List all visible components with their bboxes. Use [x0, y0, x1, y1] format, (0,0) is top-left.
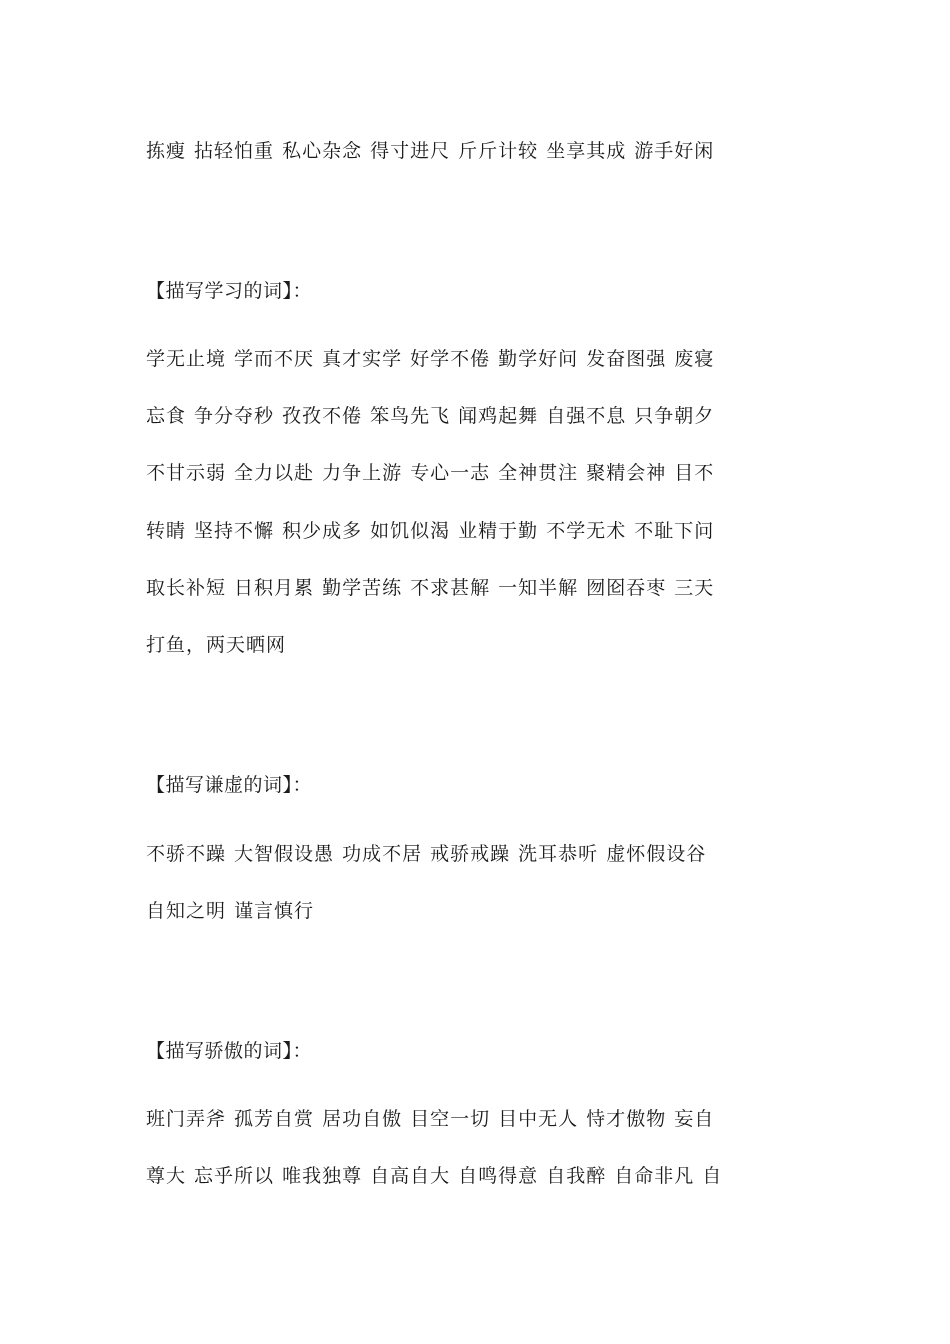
- intro-line: 拣瘦 拈轻怕重 私心杂念 得寸进尺 斤斤计较 坐享其成 游手好闲: [146, 140, 715, 162]
- study-line-2: 忘食 争分夺秒 孜孜不倦 笨鸟先飞 闻鸡起舞 自强不息 只争朝夕: [146, 405, 715, 427]
- modesty-line-2: 自知之明 谨言慎行: [146, 900, 315, 922]
- study-line-4: 转睛 坚持不懈 积少成多 如饥似渴 业精于勤 不学无术 不耻下问: [146, 520, 715, 542]
- arrogance-line-2: 尊大 忘乎所以 唯我独尊 自高自大 自鸣得意 自我醉 自命非凡 自: [146, 1165, 723, 1187]
- section-heading-arrogance: 【描写骄傲的词】：: [146, 1040, 313, 1062]
- study-line-6: 打鱼，两天晒网: [146, 634, 287, 656]
- modesty-line-1: 不骄不躁 大智假设愚 功成不居 戒骄戒躁 洗耳恭听 虚怀假设谷: [146, 843, 707, 865]
- section-heading-study: 【描写学习的词】：: [146, 280, 313, 302]
- section-heading-modesty: 【描写谦虚的词】：: [146, 774, 313, 796]
- study-line-5: 取长补短 日积月累 勤学苦练 不求甚解 一知半解 囫囵吞枣 三天: [146, 577, 715, 599]
- arrogance-line-1: 班门弄斧 孤芳自赏 居功自傲 目空一切 目中无人 恃才傲物 妄自: [146, 1108, 715, 1130]
- study-line-1: 学无止境 学而不厌 真才实学 好学不倦 勤学好问 发奋图强 废寝: [146, 348, 715, 370]
- study-line-3: 不甘示弱 全力以赴 力争上游 专心一志 全神贯注 聚精会神 目不: [146, 462, 715, 484]
